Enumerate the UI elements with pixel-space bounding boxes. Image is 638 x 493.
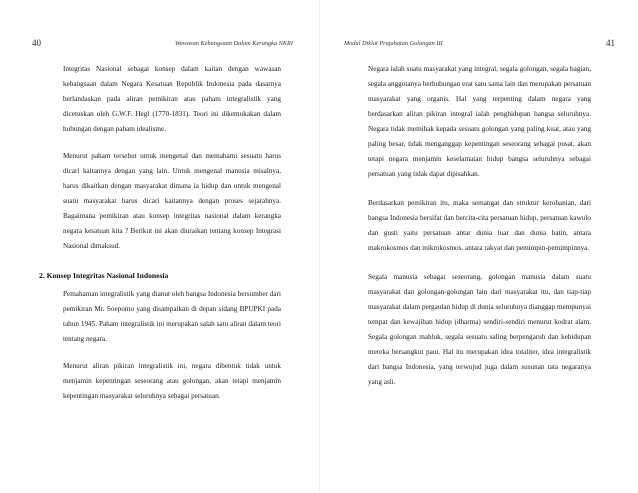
page-number: 40 xyxy=(32,38,41,48)
running-header: Wawasan Kebangsaan Dalam Kerangka NKRI xyxy=(174,40,293,47)
body-text xyxy=(368,62,591,390)
paragraph: Segala manusia sebagai seseorang, golongan manusia dalam suatu masyarakat dan golongan-golongan lain dari masyarakat itu, dan tiap-tiap masyarakat dalam pergaulan hidup di dunia seluruhnya dianggap mempunyai tempat dan kewajiban hidup (dharma) sendiri-sendiri menurut kodrat alam. Segala golongan mahluk, segala sesuatu saling berpengaruh dan kehidupan mereka bersangkut paut. Hal itu merupakan idea totaliter, idea integralistik dari bangsa Indonesia, yang terwujud juga dalam susunan tata negaranya yang asli. xyxy=(368,273,591,386)
right-page xyxy=(319,0,638,493)
paragraph: Menurut paham tersebut untuk mengenal dan memahami sesuatu harus dicari kaitannya dengan yang lain. Untuk mengenal manusia misalnya, harus dikaitkan dengan masyarakat dimana ia hidup dan untuk mengenal suatu masyarakat harus dicari kaitannya dengan proses sejarahnya. Bagaimana pemikiran atau konsep integritas nasional dalam kerangka negara kesatuan kita ? Berikut ini akan diuraikan tentang konsep Integrasi Nasional dimaksud. xyxy=(63,152,281,250)
paragraph: Berdasarkan pemikiran itu, maka semangat dan struktur kerohanian, dari bangsa Indonesia bersifat dan bercita-cita persatuan hidup, persatuan kawulo dan gusti yaitu persatuan antar dunia luar dan dunia batin, antara makrokosmos dan mikrokosmos, antara rakyat dan pemimpin-pemimpinnya. xyxy=(368,199,591,252)
page-number: 41 xyxy=(606,38,615,48)
paragraph: Pemahaman integralistik yang dianut oleh bangsa Indonesia bersumber dari pemikiran Mr. Soepomo yang disampaikan di depan sidang BPUPKI pada tahun 1945. Paham integralistik ini merupakan salah satu aliran dalam teori tentang negara. xyxy=(63,290,281,343)
body-text-bottom xyxy=(63,287,281,404)
body-text-top xyxy=(63,62,281,254)
paragraph: Integritas Nasional sebagai konsep dalam kaitan dengan wawasan kebangsaan dalam Negara Kesatuan Republik Indonesia pada dasarnya berlandaskan pada aliran pemikiran atau paham integralistik yang dicetuskan oleh G.W.F. Hegl (1770-1831). Teori ini dikemukakan dalam hubungan dengan paham idealisme. xyxy=(63,65,281,133)
running-header: Modul Diklat Prajabatan Golongan III xyxy=(344,40,443,47)
paragraph: Menurut aliran pikiran integralistik ini, negara dibentuk tidak untuk menjamin kepentingan seseorang atau golongan, akan tetapi menjamin kepentingan masyarakat seluruhnya sebagai persatuan. xyxy=(63,362,281,400)
section-heading: 2. Konsep Integritas Nasional Indonesia xyxy=(39,271,169,280)
paragraph: Negara ialah suatu masyarakat yang integral, segala golongan, segala bagian, segala anggotanya berhubungan erat satu sama lain dan merupakan persatuan masyarakat yang organis. Hal yang terpenting dalam negara yang berdasarkan aliran pikiran integral ialah penghidupan bangsa seluruhnya. Negara tidak memihak kepada sesuatu golongan yang paling kuat, atau yang paling besar, tidak menganggap kepentingan seseorang sebagai pusat, akan tetapi negara menjamin keselamatan hidup bangsa seluruhnya sebagai persatuan yang tidak dapat dipisahkan. xyxy=(368,65,591,178)
